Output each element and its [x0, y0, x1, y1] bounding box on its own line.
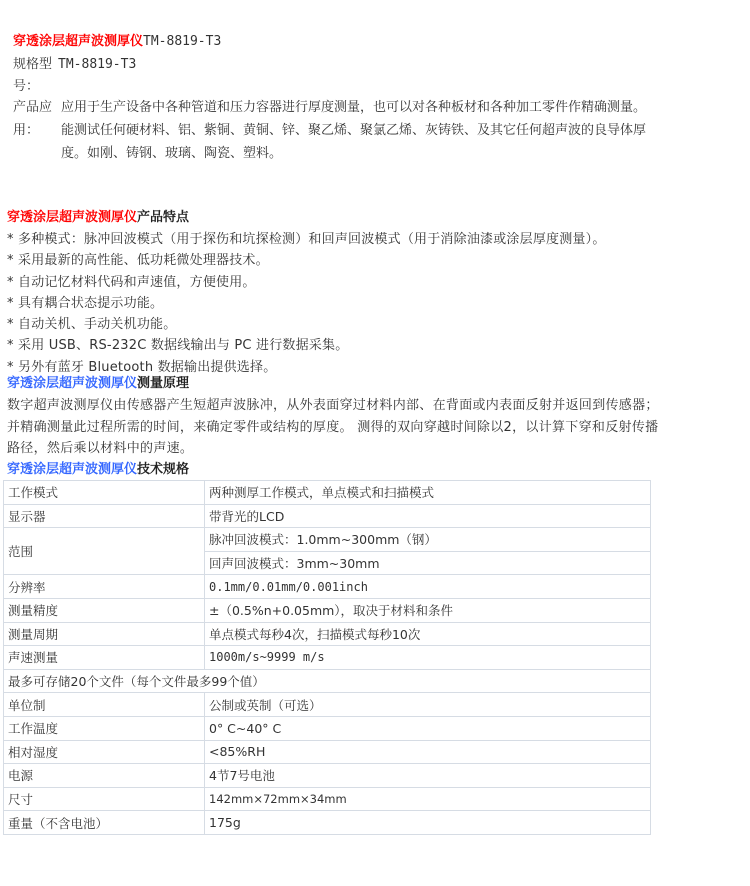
product-header — [13, 33, 743, 98]
table-row — [4, 622, 651, 646]
spec-table — [3, 480, 651, 835]
spec-label: 单位制 — [4, 693, 205, 717]
spec-value: ±（0.5%n+0.05mm），取决于材料和条件 — [205, 598, 651, 622]
spec-label: 电源 — [4, 764, 205, 788]
spec-value: 142mm×72mm×34mm — [205, 787, 651, 811]
table-row — [4, 693, 651, 717]
features-section — [7, 207, 742, 378]
application-label — [13, 96, 61, 165]
feature-item: * 自动关机、手动关机功能。 — [7, 317, 177, 333]
application-label-2: 用： — [13, 123, 40, 138]
table-row — [4, 481, 651, 505]
spec-value: 175g — [205, 811, 651, 835]
application-row — [13, 96, 743, 165]
spec-label: 范围 — [4, 528, 205, 575]
spec-value: 4节7号电池 — [205, 764, 651, 788]
principle-line-3: 路径，然后乘以材料中的声速。 — [7, 441, 194, 456]
principle-title-product: 穿透涂层超声波测厚仪 — [7, 376, 138, 391]
specs-title — [7, 459, 189, 481]
model-row — [13, 54, 743, 76]
table-row — [4, 646, 651, 670]
feature-item: * 自动记忆材料代码和声速值，方便使用。 — [7, 274, 256, 290]
table-row — [4, 787, 651, 811]
spec-value: 1000m/s~9999 m/s — [205, 646, 651, 670]
spec-label: 相对湿度 — [4, 740, 205, 764]
principle-line-1: 数字超声波测厚仪由传感器产生短超声波脉冲，从外表面穿过材料内部、在背面或内表面反射并返回到传感器； — [7, 398, 659, 413]
model-label: 规格型 — [13, 57, 53, 72]
product-title-name: 穿透涂层超声波测厚仪 — [13, 34, 144, 49]
principle-title-suffix: 测量原理 — [137, 376, 190, 391]
table-row — [4, 598, 651, 622]
table-row — [4, 764, 651, 788]
model-value: TM-8819-T3 — [58, 57, 137, 72]
spec-value: 回声回波模式：3mm~30mm — [205, 551, 651, 575]
feature-item: * 采用最新的高性能、低功耗微处理器技术。 — [7, 253, 269, 269]
application-line-3: 度。如刚、铸钢、玻璃、陶瓷、塑料。 — [61, 146, 283, 161]
principle-title — [7, 373, 745, 395]
specs-title-product: 穿透涂层超声波测厚仪 — [7, 462, 138, 477]
table-row — [4, 669, 651, 693]
model-row-cont — [13, 76, 743, 98]
features-title — [7, 207, 742, 229]
spec-label: 工作温度 — [4, 716, 205, 740]
spec-label: 测量周期 — [4, 622, 205, 646]
table-row — [4, 740, 651, 764]
features-list — [7, 229, 742, 378]
feature-item: * 具有耦合状态提示功能。 — [7, 295, 164, 311]
spec-value: 带背光的LCD — [205, 504, 651, 528]
table-row — [4, 528, 651, 552]
spec-value: <85%RH — [205, 740, 651, 764]
product-title-model: TM-8819-T3 — [143, 34, 222, 49]
spec-value: 单点模式每秒4次，扫描模式每秒10次 — [205, 622, 651, 646]
product-title — [13, 33, 743, 51]
spec-label: 测量精度 — [4, 598, 205, 622]
spec-label: 最多可存储20个文件（每个文件最多99个值） — [4, 669, 651, 693]
application-text — [61, 96, 743, 165]
features-title-suffix: 产品特点 — [137, 210, 190, 225]
table-row — [4, 504, 651, 528]
spec-value: 0.1mm/0.01mm/0.001inch — [205, 575, 651, 599]
specs-title-suffix: 技术规格 — [137, 462, 190, 477]
principle-line-2: 并精确测量此过程所需的时间，来确定零件或结构的厚度。 测得的双向穿越时间除以2，以计算下穿和反射传播 — [7, 419, 659, 435]
spec-label: 尺寸 — [4, 787, 205, 811]
features-title-product: 穿透涂层超声波测厚仪 — [7, 210, 138, 225]
application-label-1: 产品应 — [13, 100, 53, 115]
feature-item: * 多种模式：脉冲回波模式（用于探伤和坑探检测）和回声回波模式（用于消除油漆或涂层厚度测量）。 — [7, 232, 606, 247]
table-row — [4, 575, 651, 599]
spec-value: 0° C~40° C — [205, 716, 651, 740]
spec-label: 重量（不含电池） — [4, 811, 205, 835]
spec-label: 工作模式 — [4, 481, 205, 505]
application-line-2: 能测试任何硬材料、铝、紫铜、黄铜、锌、聚乙烯、聚氯乙烯、灰铸铁、及其它任何超声波的良导体厚 — [61, 123, 647, 138]
principle-section — [7, 373, 745, 460]
table-row — [4, 811, 651, 835]
spec-value: 脉冲回波模式：1.0mm~300mm（钢） — [205, 528, 651, 552]
feature-item: * 采用 USB、RS-232C 数据线输出与 PC 进行数据采集。 — [7, 338, 349, 354]
model-label-cont: 号： — [13, 79, 40, 94]
feature-item: * 另外有蓝牙 Bluetooth 数据输出提供选择。 — [7, 359, 277, 375]
spec-label: 分辨率 — [4, 575, 205, 599]
spec-value: 两种测厚工作模式，单点模式和扫描模式 — [205, 481, 651, 505]
spec-value: 公制或英制（可选） — [205, 693, 651, 717]
table-row — [4, 716, 651, 740]
spec-label: 声速测量 — [4, 646, 205, 670]
application-line-1: 应用于生产设备中各种管道和压力容器进行厚度测量，也可以对各种板材和各种加工零件作精确测量。 — [61, 100, 647, 115]
spec-label: 显示器 — [4, 504, 205, 528]
